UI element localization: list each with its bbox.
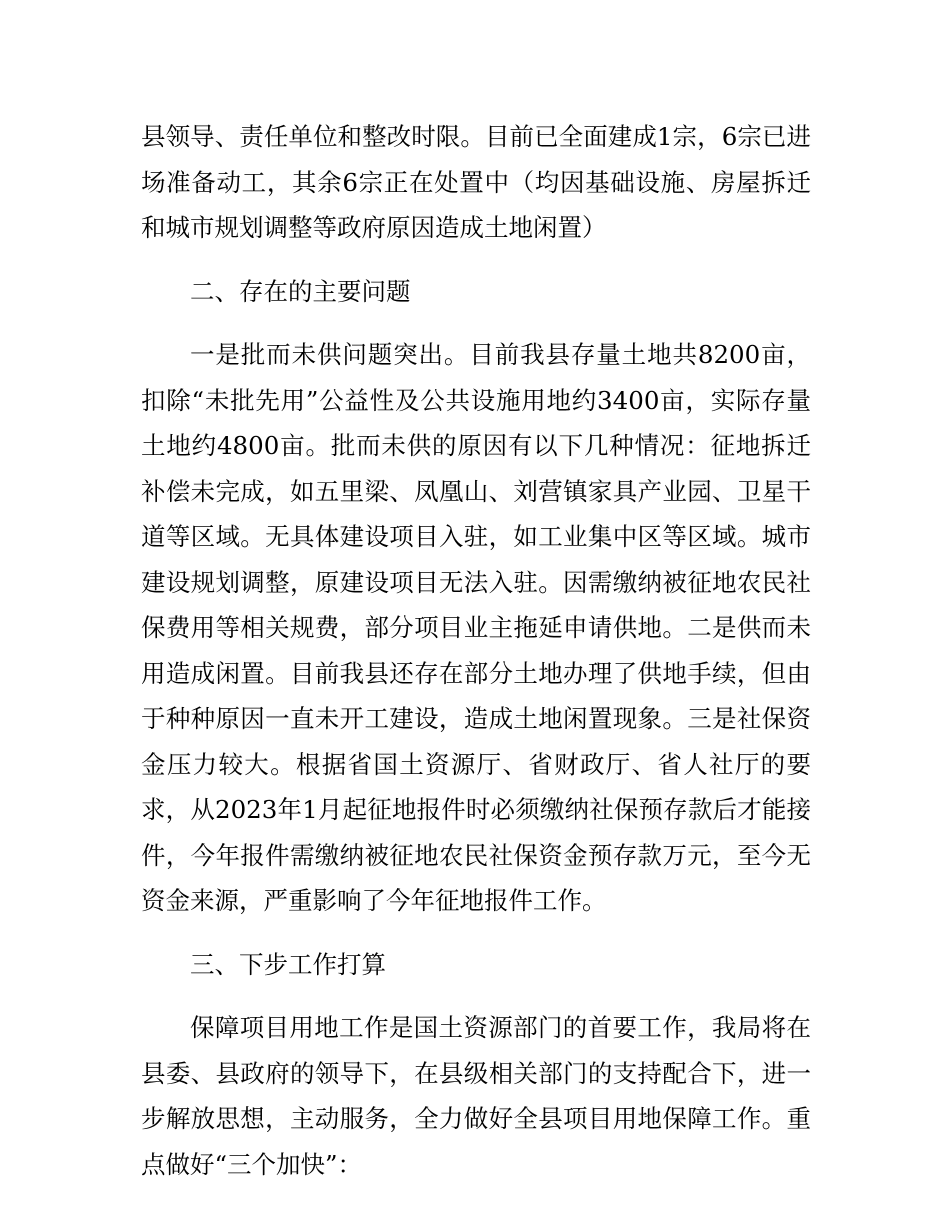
section-heading-next-steps: 三、下步工作打算 <box>190 949 386 979</box>
paragraph-problems-body: 一是批而未供问题突出。目前我县存量土地共8200亩，扣除“未批先用”公益性及公共设施用地约3400亩，实际存量土地约4800亩。批而未供的原因有以下几种情况：征地拆迁补偿未完成，如五里梁、凤凰山、刘营镇家具产业园、卫星干道等区域。无具体建设项目入驻，如工业集中区等区域。城市建设规划调整，原建设项目无法入驻。因需缴纳被征地农民社保费用等相关规费，部分项目业主拖延申请供地。二是供而未用造成闲置。目前我县还存在部分土地办理了供地手续，但由于种种原因一直未开工建设，造成土地闲置现象。三是社保资金压力较大。根据省国土资源厅、省财政厅、省人社厅的要求，从2023年1月起征地报件时必须缴纳社保预存款后才能接件，今年报件需缴纳被征地农民社保资金预存款万元，至今无资金来源，严重影响了今年征地报件工作。 <box>141 340 811 915</box>
section-heading-problems: 二、存在的主要问题 <box>190 276 411 306</box>
paragraph-next-steps-body: 保障项目用地工作是国土资源部门的首要工作，我局将在县委、县政府的领导下，在县级相关部门的支持配合下，进一步解放思想，主动服务，全力做好全县项目用地保障工作。重点做好“三个加快”： <box>141 1013 811 1179</box>
document-page <box>141 114 811 1187</box>
paragraph-continuation: 县领导、责任单位和整改时限。目前已全面建成1宗，6宗已进场准备动工，其余6宗正在处置中（均因基础设施、房屋拆迁和城市规划调整等政府原因造成土地闲置） <box>141 122 811 242</box>
